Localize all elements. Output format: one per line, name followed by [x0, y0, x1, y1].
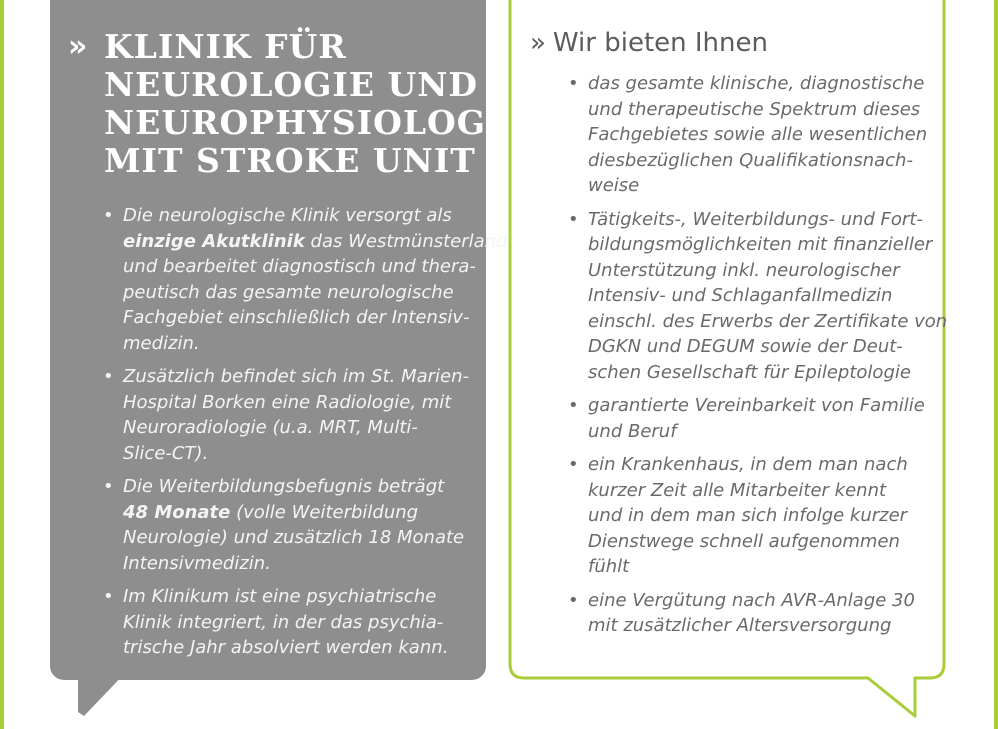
- list-item-line: diesbezüglichen Qualifikationsnach-: [588, 149, 913, 171]
- right-heading: [530, 26, 768, 60]
- right-heading-text: Wir bieten Ihnen: [552, 28, 768, 58]
- list-item-line: und therapeutische Spektrum dieses: [588, 98, 921, 120]
- list-item: [566, 207, 946, 386]
- list-item-line: fühlt: [588, 556, 630, 577]
- text-segment: Die neurologische Klinik versorgt als: [123, 205, 452, 226]
- list-item-line: Fachgebietes sowie alle wesentlichen: [588, 124, 928, 145]
- text-segment: Zusätzlich befindet sich im St. Marien-: [123, 366, 470, 387]
- list-item-line: Unterstützung inkl. neurologischer: [588, 259, 900, 281]
- text-segment: das Westmünsterland: [304, 230, 508, 252]
- text-segment: Neuroradiologie (u.a. MRT, Multi-: [123, 417, 418, 438]
- list-item: [566, 393, 946, 444]
- text-segment: Intensivmedizin.: [123, 552, 271, 574]
- text-segment: Slice-CT).: [123, 442, 209, 464]
- chevron-icon: »: [530, 28, 543, 58]
- list-item-line: • ein Krankenhaus, in dem man nach: [588, 454, 908, 475]
- text-segment: Klinik integriert, in der das psychia-: [123, 611, 444, 633]
- heading-line: MIT STROKE UNIT: [104, 141, 476, 180]
- list-item-line: schen Gesellschaft für Epileptologie: [588, 361, 911, 383]
- heading-line: NEUROLOGIE UND: [104, 65, 479, 104]
- list-item-line: und Beruf: [588, 420, 677, 442]
- list-item: [566, 71, 946, 199]
- list-item-line: einschl. des Erwerbs der Zertifikate von: [588, 310, 948, 332]
- list-item-line: mit zusätzlicher Altersversorgung: [588, 615, 892, 636]
- list-item-line: • das gesamte klinische, diagnostische: [588, 73, 925, 94]
- text-segment: Neurologie) und zusätzlich 18 Monate: [123, 527, 465, 548]
- text-segment: (volle Weiterbildung: [230, 501, 419, 523]
- list-item: [566, 452, 946, 580]
- list-item: [566, 588, 946, 639]
- text-segment: Fachgebiet einschließlich der Intensiv-: [123, 307, 470, 328]
- list-item-line: • Tätigkeits-, Weiterbildungs- und Fort-: [588, 208, 923, 230]
- text-segment: trische Jahr absolviert werden kann.: [123, 637, 449, 658]
- list-item-line: • garantierte Vereinbarkeit von Familie: [588, 395, 925, 416]
- text-segment: und bearbeitet diagnostisch und thera-: [123, 256, 476, 277]
- emphasis-text: 48 Monate: [123, 501, 231, 523]
- chevron-icon: »: [68, 29, 84, 64]
- text-segment: medizin.: [123, 332, 200, 354]
- list-item-line: und in dem man sich infolge kurzer: [588, 505, 908, 526]
- heading-line: NEUROPHYSIOLOGIE: [104, 103, 529, 142]
- text-segment: Im Klinikum ist eine psychiatrische: [123, 586, 437, 607]
- emphasis-text: einzige Akutklinik: [123, 230, 305, 252]
- right-bullet-list: [566, 71, 946, 647]
- list-item-line: kurzer Zeit alle Mitarbeiter kennt: [588, 479, 887, 501]
- heading-line: KLINIK FÜR: [104, 27, 347, 66]
- list-item-line: Dienstwege schnell aufgenommen: [588, 530, 900, 552]
- list-item-line: weise: [588, 175, 640, 196]
- list-item-line: bildungsmöglichkeiten mit finanzieller: [588, 234, 933, 255]
- text-segment: peutisch das gesamte neurologische: [123, 281, 454, 303]
- text-segment: Die Weiterbildungsbefugnis beträgt: [123, 476, 445, 497]
- list-item-line: Intensiv- und Schlaganfallmedizin: [588, 285, 893, 306]
- text-segment: Hospital Borken eine Radiologie, mit: [123, 391, 452, 413]
- list-item-line: • eine Vergütung nach AVR-Anlage 30: [588, 589, 915, 611]
- list-item-line: DGKN und DEGUM sowie der Deut-: [588, 336, 903, 357]
